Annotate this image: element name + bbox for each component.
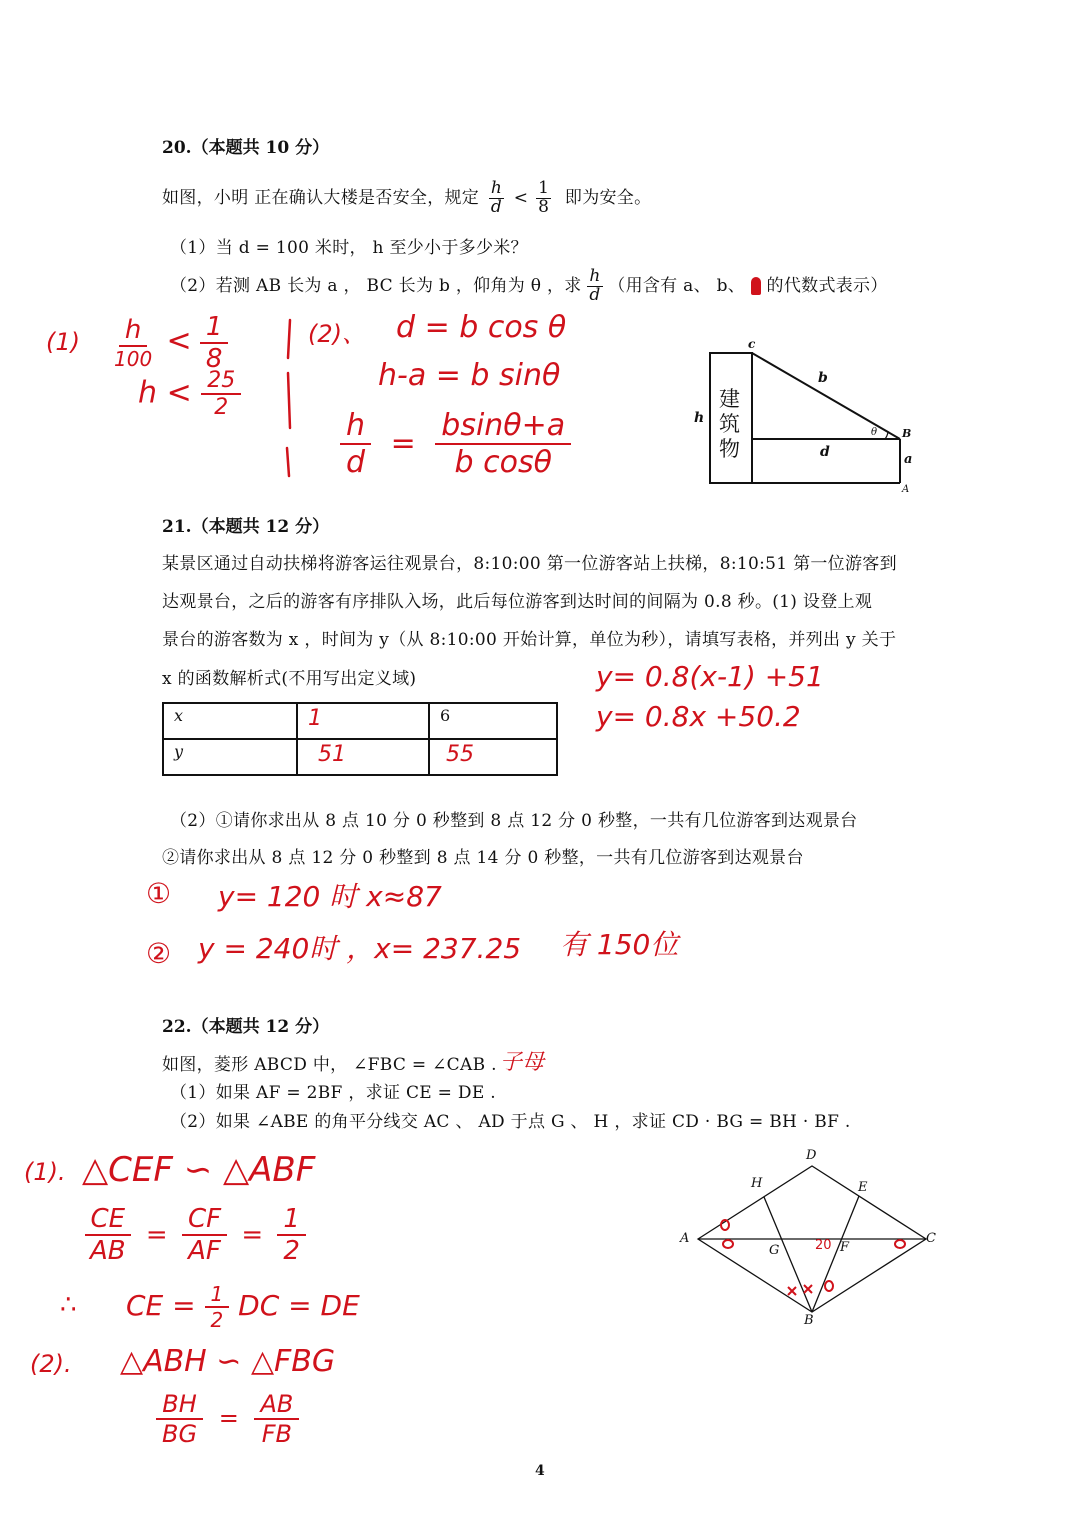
q21-table xyxy=(162,702,558,776)
fig22-label-H: H xyxy=(751,1176,763,1191)
hw22-f3-den: 2 xyxy=(283,1236,300,1266)
hw22-p2-ratio xyxy=(156,1390,299,1448)
q20-intro-tail: 即为安全。 xyxy=(564,187,652,208)
q20-rule-lt: < xyxy=(513,187,529,208)
hw20-p2-line1: d = b cos θ xyxy=(396,310,567,345)
fig22-label-B: B xyxy=(804,1313,814,1328)
hw22-note: 子母 xyxy=(500,1050,545,1075)
fig22-angle-mark: 20 xyxy=(815,1238,832,1253)
table-cell-x6[interactable]: 6 xyxy=(429,703,557,739)
table-cell-x-label: x xyxy=(163,703,297,739)
fig22-label-E: E xyxy=(858,1180,868,1195)
hw20-p1-rden: 8 xyxy=(205,344,223,374)
q20-rule-den: d xyxy=(490,196,503,217)
fig20-label-a: a xyxy=(904,452,913,467)
hw22-ce: CE = xyxy=(126,1289,196,1322)
q20-part2-text-b: （用含有 a、 b、 xyxy=(608,275,746,296)
fig20-building-char-2: 筑 xyxy=(719,412,740,436)
hw22-p1-label: (1). xyxy=(24,1158,66,1186)
q20-rule-rden: 8 xyxy=(538,196,550,217)
hw20-p1-rnum: 1 xyxy=(200,312,229,344)
q22-part2: （2）如果 ∠ABE 的角平分线交 AC 、 AD 于点 G 、 H ，求证 CD · BG = BH · BF . xyxy=(170,1112,851,1132)
hw22-p2-f1-den: BG xyxy=(162,1420,198,1448)
hw20-p2-line2: h-a = b sinθ xyxy=(378,358,561,393)
fig20-label-d: d xyxy=(820,444,830,460)
q20-part2-text-c: 的代数式表示） xyxy=(766,275,888,296)
page-number: 4 xyxy=(535,1463,545,1479)
q21-part2-1: （2）①请你求出从 8 点 10 分 0 秒整到 8 点 12 分 0 秒整，一共有几位游客到达观景台 xyxy=(170,811,858,831)
fig20-label-c: c xyxy=(748,337,756,351)
q20-part2-den: d xyxy=(589,284,601,305)
q20-part2 xyxy=(170,268,888,305)
hw22-f3-num: 1 xyxy=(277,1204,306,1236)
hw22-p2-f2-den: FB xyxy=(261,1420,293,1448)
q22-heading: 22.（本题共 12 分） xyxy=(162,1017,330,1037)
hw22-tail: DC = DE xyxy=(238,1289,360,1322)
hw21-eq2: y= 0.8x +50.2 xyxy=(596,700,801,733)
hw20-p1-inequality xyxy=(108,312,228,374)
q21-line2: 达观景台，之后的游客有序排队入场，此后每位游客到达时间的间隔为 0.8 秒。(1) 设登上观 xyxy=(162,592,873,612)
hw20-p1-lt: < xyxy=(166,323,192,359)
fig22-label-C: C xyxy=(926,1231,936,1246)
hw21-eq1: y= 0.8(x-1) +51 xyxy=(596,660,824,693)
hw20-p1-hnum: 25 xyxy=(201,368,241,395)
hw22-p1-conclusion xyxy=(126,1282,360,1332)
q20-intro xyxy=(162,180,651,217)
hw20-p1-num: h xyxy=(119,315,147,347)
hw22-eq-1: = xyxy=(145,1219,168,1250)
hw22-p2-eq: = xyxy=(218,1404,239,1432)
fig20-label-b: b xyxy=(818,370,828,386)
q20-intro-text: 如图，小明 正在确认大楼是否安全，规定 xyxy=(162,187,480,208)
q22-rhombus-figure xyxy=(676,1140,946,1340)
fig22-label-G: G xyxy=(769,1243,780,1258)
hw20-divider xyxy=(282,318,296,478)
hw22-p2-label: (2). xyxy=(30,1350,72,1378)
hw20-p1-lt2: < xyxy=(166,375,192,411)
hw20-p1-result xyxy=(138,368,241,420)
hw21-a1: y= 120 时 x≈87 xyxy=(218,880,442,913)
table-cell-y1[interactable]: 51 xyxy=(297,739,429,775)
hw22-p2-f2-num: AB xyxy=(254,1390,299,1420)
q21-heading: 21.（本题共 12 分） xyxy=(162,517,330,537)
hw22-f2-num: CF xyxy=(182,1204,227,1236)
hw20-p2-rnum: bsinθ+a xyxy=(435,408,571,445)
red-ink-blot-icon xyxy=(751,277,761,295)
fig20-label-h: h xyxy=(694,410,705,426)
hw21-a2-result: 有 150位 xyxy=(560,928,679,961)
q20-rule-rnum: 1 xyxy=(538,178,550,198)
fig20-building-char-1: 建 xyxy=(719,387,740,411)
hw21-a2-mark: ② xyxy=(146,937,172,970)
fig22-label-D: D xyxy=(806,1148,817,1163)
q21-line3: 景台的游客数为 x ，时间为 y（从 8:10:00 开始计算，单位为秒），请填写表格，并列出 y 关于 xyxy=(162,630,897,650)
hw20-p2-rden: b cosθ xyxy=(454,445,552,480)
q20-part2-fraction xyxy=(587,268,602,305)
q20-rule-fraction xyxy=(489,180,504,217)
hw20-p1-h: h xyxy=(138,375,158,411)
q20-rule-num: h xyxy=(490,178,503,198)
hw22-therefore: ∴ xyxy=(60,1290,77,1320)
fig20-label-B: B xyxy=(902,427,912,440)
hw20-p2-lden: d xyxy=(346,445,366,480)
q20-heading: 20.（本题共 10 分） xyxy=(162,138,330,158)
q22-part1: （1）如果 AF = 2BF ，求证 CE = DE . xyxy=(170,1083,496,1103)
hw21-a2: y = 240时 ，x= 237.25 xyxy=(198,932,522,965)
hw22-f2-den: AF xyxy=(188,1236,221,1266)
hw22-half-den: 2 xyxy=(210,1308,224,1332)
table-row xyxy=(163,703,557,739)
q21-line1: 某景区通过自动扶梯将游客运往观景台，8:10:00 第一位游客站上扶梯，8:10:51 第一位游客到 xyxy=(162,554,897,574)
hw22-p1-sim: △CEF ∽ △ABF xyxy=(82,1150,316,1190)
table-cell-y6[interactable]: 55 xyxy=(429,739,557,775)
hw22-eq-2: = xyxy=(241,1219,264,1250)
hw20-p1-label: (1) xyxy=(46,328,80,356)
hw22-p1-ratio xyxy=(84,1204,306,1266)
q20-rule-eighth xyxy=(536,180,551,217)
q20-part2-num: h xyxy=(589,266,601,286)
hw20-p1-den: 100 xyxy=(114,347,153,371)
table-row xyxy=(163,739,557,775)
hw20-p2-eq: = xyxy=(390,425,416,461)
hw22-f1-num: CE xyxy=(85,1204,132,1236)
q21-part2-2: ②请你求出从 8 点 12 分 0 秒整到 8 点 14 分 0 秒整，一共有几位游客到达观景台 xyxy=(162,848,804,868)
hw22-f1-den: AB xyxy=(90,1236,126,1266)
hw20-p2-label: (2)、 xyxy=(308,320,366,348)
hw20-p2-result xyxy=(340,408,571,480)
q20-part1: （1）当 d = 100 米时， h 至少小于多少米？ xyxy=(170,238,528,258)
q20-part2-text: （2）若测 AB 长为 a ， BC 长为 b ，仰角为 θ ，求 xyxy=(170,275,582,296)
hw22-p2-f1-num: BH xyxy=(156,1390,203,1420)
table-cell-x1[interactable]: 1 xyxy=(297,703,429,739)
fig20-building-char-3: 物 xyxy=(719,437,740,461)
hw20-p2-lnum: h xyxy=(340,408,371,445)
q21-line4: x 的函数解析式(不用写出定义域) xyxy=(162,669,417,689)
q22-line1: 如图，菱形 ABCD 中， ∠FBC = ∠CAB . xyxy=(162,1055,497,1075)
hw22-p2-sim: △ABH ∽ △FBG xyxy=(120,1344,336,1379)
hw21-a1-mark: ① xyxy=(146,877,172,910)
fig20-label-A: A xyxy=(902,484,910,495)
table-cell-y-label: y xyxy=(163,739,297,775)
fig22-label-F: F xyxy=(840,1240,850,1255)
fig22-label-A: A xyxy=(680,1231,690,1246)
fig20-label-theta: θ xyxy=(871,427,878,438)
hw22-half-num: 1 xyxy=(205,1282,230,1308)
fig20-building xyxy=(719,387,740,462)
hw20-p1-hden: 2 xyxy=(214,395,229,420)
